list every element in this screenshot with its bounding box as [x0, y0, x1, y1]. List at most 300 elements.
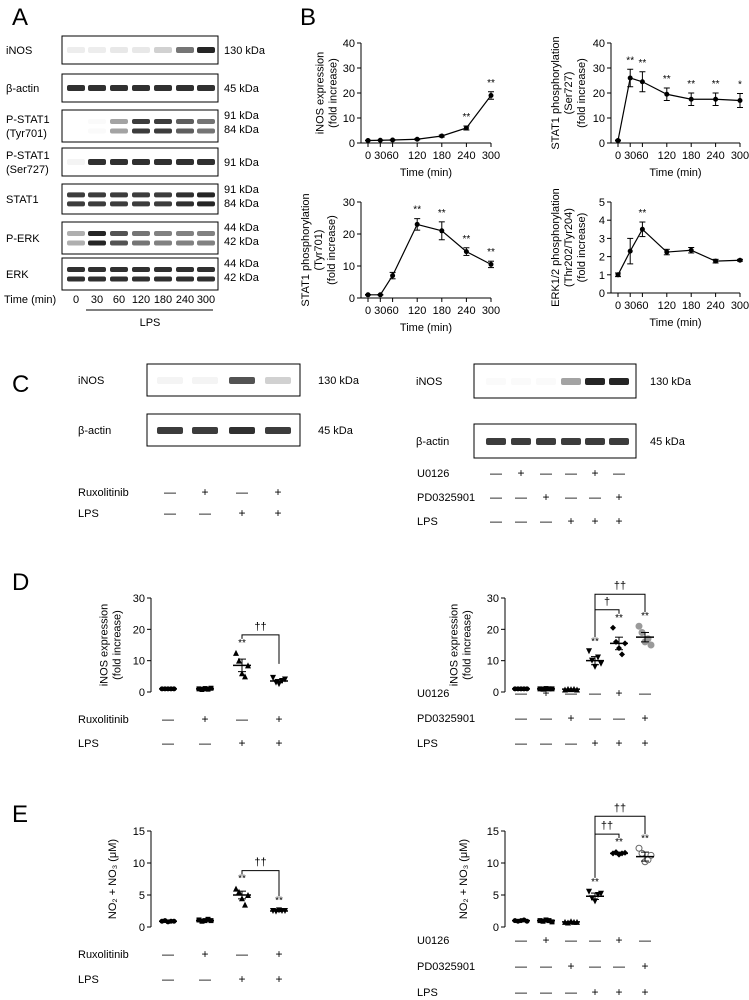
x-tick-label: 300 — [730, 150, 749, 162]
treatment-sign: + — [201, 712, 209, 726]
treatment-sign: — — [515, 933, 527, 947]
comparison-bracket — [242, 871, 279, 897]
blot-band — [192, 377, 218, 384]
treatment-sign: — — [589, 490, 601, 504]
panel-a-blots — [4, 36, 266, 329]
blot-band — [154, 129, 172, 134]
panel-letter-e: E — [12, 801, 29, 828]
treatment-sign: — — [540, 514, 552, 528]
treatment-sign: — — [515, 514, 527, 528]
group-2 — [196, 686, 214, 692]
data-point — [233, 650, 239, 656]
blot-band — [154, 192, 172, 197]
treatment-sign: + — [275, 736, 283, 750]
y-tick-label: 20 — [486, 624, 499, 637]
treatment-sign: — — [565, 985, 577, 999]
blot-kda-label: 42 kDa — [224, 272, 259, 284]
blot-band — [154, 241, 172, 246]
significance-label: ** — [238, 873, 246, 885]
y-tick-label: 30 — [342, 63, 355, 75]
y-tick-label: 0 — [138, 922, 145, 934]
blot-band — [132, 159, 150, 165]
blot-row-label: iNOS — [6, 45, 33, 57]
blot-kda-label: 91 kDa — [224, 110, 259, 122]
blot-band — [197, 267, 215, 272]
treatment-sign: — — [199, 736, 211, 750]
x-axis-label: Time (min) — [649, 167, 702, 179]
data-point — [664, 92, 669, 97]
blot-band — [154, 159, 172, 165]
data-point — [390, 138, 395, 143]
treatment-label: U0126 — [417, 468, 450, 480]
blot-band — [110, 85, 128, 91]
chart-layer — [78, 36, 749, 999]
blot-frame — [62, 184, 218, 214]
blot-row-label: β-actin — [6, 83, 40, 95]
treatment-sign: — — [639, 686, 651, 700]
blot-band — [609, 378, 629, 385]
blot-row-label: (Tyr701) — [6, 128, 47, 140]
blot-band — [67, 231, 85, 236]
treatment-sign: — — [589, 711, 601, 725]
data-point — [616, 272, 621, 277]
y-tick-label: 0 — [138, 687, 145, 699]
y-tick-label: 1 — [598, 269, 605, 282]
data-point — [648, 642, 655, 649]
treatment-sign: + — [615, 736, 623, 750]
blot-frame — [62, 258, 218, 290]
blot-band — [176, 192, 194, 197]
blot-band — [609, 438, 629, 445]
treatment-sign: — — [236, 947, 248, 961]
x-tick-label: 120 — [408, 305, 427, 317]
x-tick-label: 0 — [364, 150, 372, 162]
y-tick-label: 10 — [132, 858, 145, 870]
data-point — [489, 262, 494, 267]
blot-band — [157, 377, 183, 384]
blot-band — [132, 201, 150, 206]
group-5 — [610, 837, 628, 858]
x-tick-label: 300 — [730, 300, 749, 312]
treatment-sign: — — [540, 736, 552, 750]
group-4 — [586, 877, 604, 905]
blot-band — [197, 85, 215, 91]
treatment-sign: + — [641, 959, 649, 973]
data-point — [242, 902, 248, 908]
blot-band — [197, 201, 215, 206]
time-value-label: 0 — [72, 294, 80, 306]
y-axis-label: STAT1 phosphorylation — [550, 36, 562, 150]
bracket-label: †† — [254, 856, 267, 869]
significance-label: ** — [462, 233, 471, 245]
significance-label: ** — [413, 204, 422, 216]
blot-kda-label: 84 kDa — [224, 198, 259, 210]
blot-band — [176, 119, 194, 124]
y-axis-label: iNOS expression — [98, 603, 111, 687]
blot-kda-label: 45 kDa — [318, 425, 353, 437]
x-tick-label: 300 — [481, 305, 501, 317]
y-tick-label: 5 — [138, 890, 145, 902]
blot-band — [197, 277, 215, 282]
significance-label: * — [738, 79, 742, 91]
y-tick-label: 10 — [342, 113, 355, 125]
blot-band — [176, 129, 194, 134]
data-point — [586, 648, 592, 654]
treatment-sign: + — [591, 736, 599, 750]
blot-band — [132, 119, 150, 124]
treatment-sign: — — [515, 959, 527, 973]
blot-band — [486, 378, 506, 385]
y-tick-label: 4 — [598, 215, 605, 228]
data-point — [639, 850, 645, 856]
significance-label: ** — [591, 876, 599, 888]
y-tick-label: 0 — [348, 138, 355, 150]
treatment-sign: — — [236, 485, 248, 499]
y-tick-label: 30 — [132, 593, 145, 605]
blot-band — [585, 438, 605, 445]
treatment-label: LPS — [78, 508, 99, 520]
blot-band — [154, 119, 172, 124]
blot-band — [110, 241, 128, 246]
treatment-sign: — — [162, 972, 174, 986]
blot-band — [67, 192, 85, 197]
x-tick-label: 180 — [432, 305, 451, 317]
treatment-sign: + — [641, 736, 649, 750]
treatment-sign: — — [613, 466, 625, 480]
treatment-sign: — — [490, 466, 502, 480]
blot-kda-label: 130 kDa — [318, 375, 359, 387]
x-tick-label: 240 — [457, 305, 476, 317]
blot-band — [88, 231, 106, 236]
x-tick-label: 60 — [386, 305, 399, 317]
significance-label: ** — [638, 208, 647, 220]
treatment-sign: + — [238, 736, 246, 750]
treatment-sign: + — [615, 985, 623, 999]
y-tick-label: 0 — [492, 922, 499, 934]
x-tick-label: 60 — [636, 150, 649, 162]
blot-band — [176, 241, 194, 246]
time-value-label: 300 — [196, 294, 216, 306]
blot-band — [88, 47, 106, 53]
x-tick-label: 300 — [481, 150, 501, 162]
treatment-sign: — — [613, 959, 625, 973]
treatment-sign: + — [275, 947, 283, 961]
blot-row-label: STAT1 — [6, 194, 39, 206]
blot-row-label: (Ser727) — [6, 164, 49, 176]
treatment-sign: + — [591, 985, 599, 999]
y-tick-label: 0 — [348, 293, 355, 305]
treatment-sign: — — [540, 959, 552, 973]
blot-band — [229, 427, 255, 434]
treatment-sign: — — [515, 985, 527, 999]
x-tick-label: 0 — [614, 300, 622, 312]
group-4 — [586, 636, 604, 670]
blot-band — [67, 159, 85, 165]
group-3 — [233, 638, 251, 680]
treatment-sign: + — [542, 933, 550, 947]
blot-band — [176, 277, 194, 282]
bracket-label: †† — [600, 820, 614, 833]
chart-d1 — [78, 593, 288, 750]
x-tick-label: 120 — [408, 150, 427, 162]
treatment-sign: — — [490, 514, 502, 528]
treatment-sign: — — [490, 490, 502, 504]
y-axis-label: ERK1/2 phosphorylation — [550, 188, 562, 307]
y-tick-label: 15 — [486, 826, 499, 838]
data-point — [689, 97, 694, 102]
blot-row-label: ERK — [6, 269, 29, 281]
data-point — [619, 651, 625, 657]
treatment-label: PD0325901 — [417, 492, 476, 504]
x-tick-label: 120 — [657, 150, 676, 162]
y-tick-label: 0 — [598, 138, 605, 150]
treatment-label: LPS — [78, 974, 99, 986]
treatment-sign: — — [164, 485, 176, 499]
data-point — [689, 248, 694, 253]
treatment-sign: — — [515, 686, 527, 700]
y-tick-label: 5 — [598, 197, 605, 209]
blot-kda-label: 130 kDa — [650, 376, 691, 388]
significance-label: ** — [687, 79, 696, 90]
blot-row-label: P-STAT1 — [6, 114, 50, 126]
y-axis-label: (Thr202/Tyr204) — [563, 208, 575, 287]
blot-band — [176, 267, 194, 272]
group-4 — [270, 895, 288, 914]
blot-band — [585, 378, 605, 385]
blot-band — [110, 47, 128, 53]
x-tick-label: 240 — [706, 150, 725, 162]
blot-band — [561, 378, 581, 385]
comparison-bracket — [242, 635, 279, 664]
blot-band — [132, 85, 150, 91]
panel-c-blots — [78, 364, 692, 528]
group-5 — [610, 613, 628, 658]
data-point — [648, 852, 654, 858]
bracket-label: †† — [254, 620, 267, 633]
data-point — [640, 227, 645, 232]
blot-kda-label: 42 kDa — [224, 236, 259, 248]
treatment-sign: — — [515, 490, 527, 504]
significance-label: ** — [437, 207, 446, 219]
data-point — [586, 889, 592, 895]
blot-band — [67, 47, 85, 53]
group-4 — [270, 675, 288, 687]
treatment-sign: + — [615, 514, 623, 528]
data-point — [464, 249, 469, 254]
treatment-sign: + — [591, 514, 599, 528]
data-point — [664, 250, 669, 255]
x-axis-label: Time (min) — [399, 322, 453, 334]
treatment-sign: + — [238, 506, 246, 520]
blot-band — [67, 129, 85, 134]
blot-band — [88, 241, 106, 246]
chart-b2 — [550, 36, 749, 179]
significance-label: ** — [487, 77, 495, 89]
data-point — [628, 76, 633, 81]
treatment-sign: + — [641, 711, 649, 725]
blot-row-label: P-ERK — [6, 233, 40, 245]
blot-kda-label: 91 kDa — [224, 184, 259, 196]
significance-label: ** — [238, 637, 246, 649]
blot-band — [192, 427, 218, 434]
series-line — [618, 229, 740, 274]
group-2 — [196, 917, 214, 924]
group-1 — [159, 686, 177, 691]
blot-band — [88, 192, 106, 197]
group-3 — [562, 918, 580, 925]
group-1 — [159, 918, 177, 924]
blot-band — [197, 192, 215, 197]
treatment-label: LPS — [78, 738, 99, 750]
treatment-sign: + — [274, 506, 282, 520]
significance-label: ** — [641, 611, 649, 623]
treatment-sign: — — [199, 972, 211, 986]
blot-band — [67, 277, 85, 282]
y-tick-label: 0 — [598, 288, 605, 300]
treatment-label: LPS — [417, 516, 438, 528]
time-value-label: 30 — [90, 294, 104, 306]
group-1 — [512, 917, 530, 923]
blot-band — [197, 129, 215, 134]
bracket-label: † — [603, 595, 611, 608]
treatment-sign: — — [565, 466, 577, 480]
treatment-sign: + — [201, 485, 209, 499]
significance-label: ** — [275, 895, 283, 907]
time-value-label: 180 — [153, 294, 173, 306]
data-point — [738, 98, 743, 103]
y-tick-label: 10 — [132, 655, 145, 668]
treatment-sign: + — [615, 686, 623, 700]
treatment-sign: + — [517, 466, 525, 480]
treatment-sign: + — [542, 686, 550, 700]
blot-band — [154, 231, 172, 236]
treatment-sign: — — [540, 711, 552, 725]
group-6 — [636, 833, 654, 864]
treatment-sign: — — [164, 506, 176, 520]
y-axis-label: (fold increase) — [576, 58, 588, 128]
blot-band — [110, 129, 128, 134]
treatment-label: LPS — [417, 987, 438, 999]
blot-band — [132, 267, 150, 272]
blot-band — [197, 119, 215, 124]
treatment-label: Ruxolitinib — [78, 487, 129, 499]
data-point — [415, 222, 420, 227]
blot-band — [132, 129, 150, 134]
data-point — [390, 273, 395, 278]
time-value-label: 120 — [131, 294, 151, 306]
blot-band — [536, 438, 556, 445]
blot-band — [157, 427, 183, 434]
data-point — [415, 137, 420, 142]
y-tick-label: 2 — [598, 251, 605, 264]
panel-letter-b: B — [300, 4, 317, 31]
treatment-label: PD0325901 — [417, 713, 476, 725]
blot-band — [88, 201, 106, 206]
y-tick-label: 15 — [132, 826, 145, 838]
treatment-sign: — — [589, 959, 601, 973]
data-point — [439, 134, 444, 139]
significance-label: ** — [591, 636, 599, 648]
blot-band — [110, 231, 128, 236]
blot-kda-label: 84 kDa — [224, 124, 259, 136]
data-point — [738, 258, 743, 263]
treatment-sign: — — [565, 933, 577, 947]
y-tick-label: 5 — [492, 890, 499, 902]
y-tick-label: 30 — [486, 593, 499, 605]
data-point — [645, 635, 652, 642]
significance-label: ** — [638, 57, 647, 69]
y-axis-label: (Ser727) — [563, 71, 575, 115]
series-line — [618, 78, 740, 141]
blot-band — [88, 129, 106, 134]
blot-band — [176, 159, 194, 165]
blot-band — [197, 47, 215, 53]
x-tick-label: 30 — [624, 150, 637, 162]
blot-row-label: iNOS — [78, 375, 105, 387]
data-point — [366, 138, 371, 143]
blot-kda-label: 91 kDa — [224, 157, 259, 169]
blot-band — [110, 192, 128, 197]
treatment-sign: — — [162, 947, 174, 961]
y-tick-label: 20 — [132, 624, 145, 637]
panel-letter-d: D — [12, 569, 30, 596]
y-tick-label: 20 — [342, 88, 355, 100]
data-point — [610, 625, 616, 631]
data-point — [489, 93, 494, 98]
treatment-sign: — — [162, 736, 174, 750]
significance-label: ** — [626, 55, 635, 67]
blot-kda-label: 130 kDa — [224, 45, 265, 57]
x-tick-label: 60 — [386, 150, 399, 162]
significance-label: ** — [662, 74, 671, 85]
blot-row-label: P-STAT1 — [6, 150, 50, 162]
y-tick-label: 30 — [592, 63, 605, 75]
data-point — [236, 658, 242, 664]
time-axis-label: Time (min) — [4, 294, 57, 306]
data-point — [366, 292, 371, 297]
group-6 — [636, 611, 655, 648]
blot-kda-label: 45 kDa — [650, 436, 685, 448]
y-tick-label: 20 — [342, 229, 355, 241]
y-tick-label: 20 — [592, 88, 605, 100]
bracket-label: †† — [613, 802, 627, 815]
data-point — [640, 79, 645, 84]
y-axis-label: (fold increase) — [461, 610, 474, 680]
blot-band — [176, 231, 194, 236]
treatment-sign: — — [236, 712, 248, 726]
treatment-label: PD0325901 — [417, 961, 476, 973]
data-point — [628, 249, 633, 254]
chart-e2 — [417, 802, 654, 999]
blot-band — [265, 377, 291, 384]
time-value-label: 60 — [112, 294, 126, 306]
blot-band — [88, 267, 106, 272]
blot-band — [154, 277, 172, 282]
treatment-sign: — — [199, 506, 211, 520]
y-axis-label: NO₂ + NO₃ (μM) — [107, 838, 119, 920]
y-tick-label: 40 — [592, 38, 605, 50]
blot-band — [67, 85, 85, 91]
blot-band — [561, 438, 581, 445]
panel-letter-a: A — [12, 4, 29, 31]
y-tick-label: 0 — [492, 687, 499, 699]
blot-band — [132, 192, 150, 197]
treatment-label: LPS — [417, 738, 438, 750]
blot-band — [132, 47, 150, 53]
data-point — [378, 292, 383, 297]
treatment-sign: — — [540, 466, 552, 480]
treatment-label: U0126 — [417, 688, 450, 700]
